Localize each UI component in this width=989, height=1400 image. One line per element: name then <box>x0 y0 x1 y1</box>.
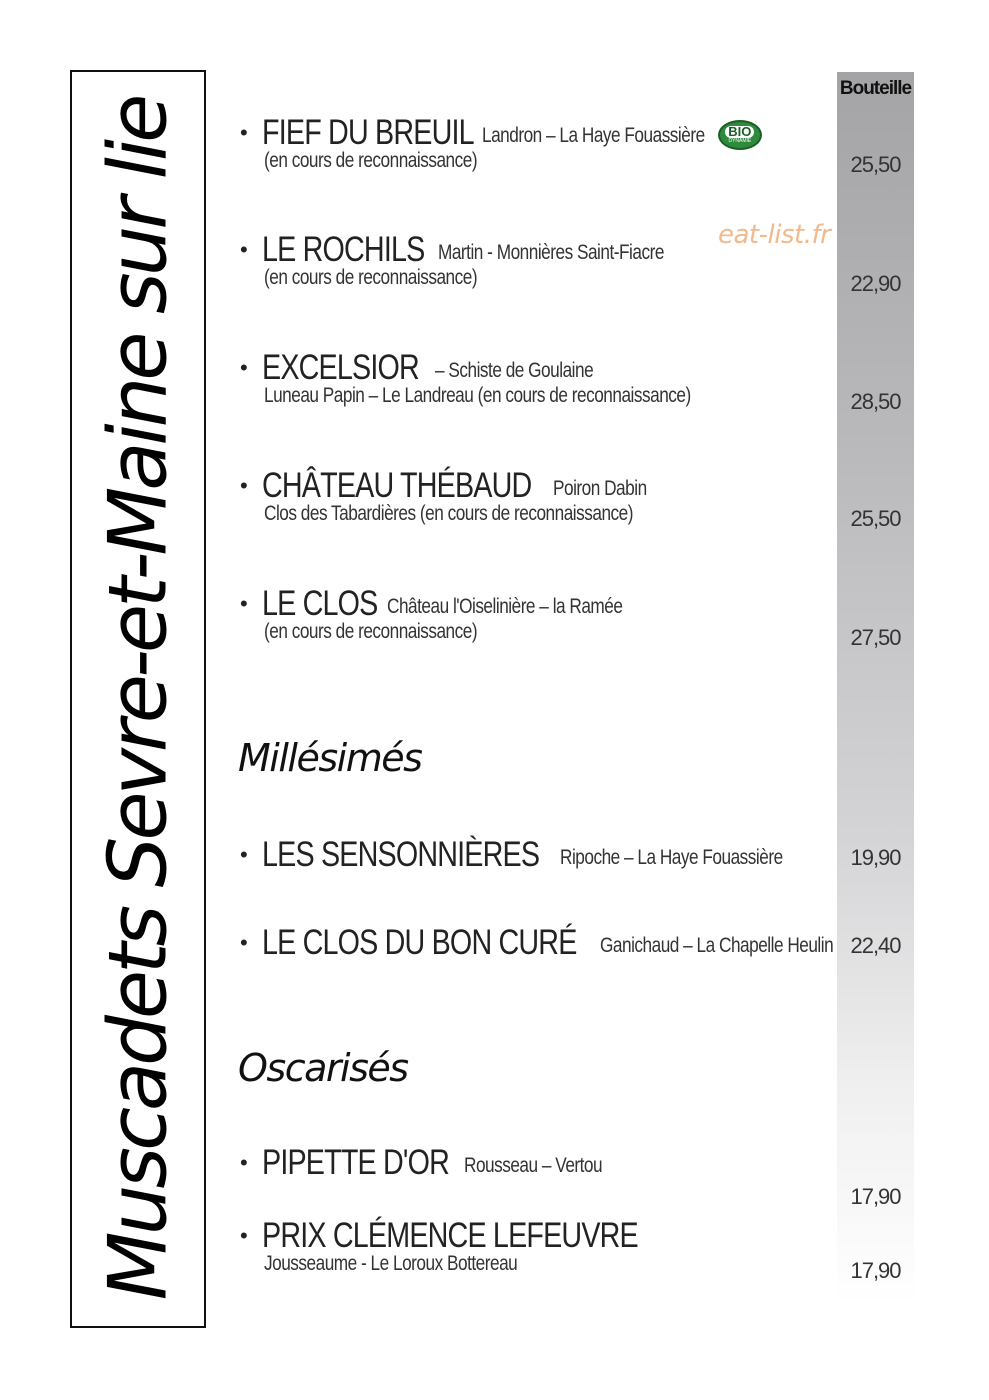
wine-producer: Château l'Oiselinière – la Ramée <box>386 595 623 618</box>
price-column-header: Bouteille <box>839 78 912 99</box>
bullet: • <box>240 473 248 498</box>
title-box <box>70 70 206 1328</box>
wine-item-les-sensonnieres <box>240 835 832 875</box>
menu-title: Muscadets Sevre-et-Maine sur lie <box>91 97 185 1301</box>
wine-name: PIPETTE D'OR <box>262 1143 449 1182</box>
wine-item-fief-du-breuil <box>240 113 762 173</box>
wine-note: Clos des Tabardières (en cours de reconnaissance) <box>264 502 633 525</box>
bullet: • <box>240 120 248 145</box>
bullet: • <box>240 1150 248 1175</box>
wine-producer: Poiron Dabin <box>552 477 647 500</box>
wine-name: LE CLOS DU BON CURÉ <box>262 923 577 962</box>
wine-price: 22,90 <box>850 271 901 296</box>
section-heading-millesimes: Millésimés <box>238 736 422 780</box>
wine-price: 27,50 <box>850 625 901 650</box>
wine-note: (en cours de reconnaissance) <box>264 149 478 172</box>
wine-note: Jousseaume - Le Loroux Bottereau <box>264 1252 518 1275</box>
wine-name: LE CLOS <box>262 584 378 623</box>
bio-badge-icon: BIO DYNAMIE <box>718 120 762 150</box>
wine-item-le-rochils <box>240 230 714 290</box>
wine-note: Luneau Papin – Le Landreau (en cours de reconnaissance) <box>264 384 691 407</box>
bullet: • <box>240 930 248 955</box>
bullet: • <box>240 842 248 867</box>
wine-price: 17,90 <box>850 1258 901 1283</box>
watermark: eat-list.fr <box>718 220 831 250</box>
wine-producer: – Schiste de Goulaine <box>435 359 594 382</box>
wine-name: CHÂTEAU THÉBAUD <box>262 466 532 505</box>
bullet: • <box>240 355 248 380</box>
wine-item-prix-clemence-lefeuvre <box>240 1216 720 1276</box>
wine-price: 22,40 <box>850 933 901 958</box>
price-column-band <box>837 72 914 1305</box>
wine-item-chateau-thebaud <box>240 466 714 526</box>
section-heading-oscarises: Oscarisés <box>238 1046 408 1090</box>
bullet: • <box>240 591 248 616</box>
wine-price: 25,50 <box>850 506 901 531</box>
wine-producer: Ganichaud – La Chapelle Heulin <box>599 934 833 957</box>
wine-item-le-clos <box>240 584 674 644</box>
wine-name: LE ROCHILS <box>262 230 425 269</box>
wine-price: 17,90 <box>850 1184 901 1209</box>
wine-item-pipette-d-or <box>240 1143 632 1183</box>
wine-name: PRIX CLÉMENCE LEFEUVRE <box>262 1216 638 1255</box>
wine-price: 28,50 <box>850 389 901 414</box>
wine-producer: Ripoche – La Haye Fouassière <box>560 846 783 869</box>
wine-name: LES SENSONNIÈRES <box>262 835 540 874</box>
wine-note: (en cours de reconnaissance) <box>264 620 478 643</box>
wine-name: EXCELSIOR <box>262 348 419 387</box>
bullet: • <box>240 1223 248 1248</box>
wine-note: (en cours de reconnaissance) <box>264 266 478 289</box>
wine-producer: Martin - Monnières Saint-Fiacre <box>438 241 665 264</box>
wine-price: 19,90 <box>850 845 901 870</box>
wine-producer: Landron – La Haye Fouassière <box>482 124 705 147</box>
wine-producer: Rousseau – Vertou <box>464 1154 603 1177</box>
wine-item-excelsior <box>240 348 784 408</box>
wine-price: 25,50 <box>850 152 901 177</box>
bullet: • <box>240 237 248 262</box>
wine-name: FIEF DU BREUIL <box>262 113 474 152</box>
wine-item-le-clos-du-bon-cure <box>240 923 884 963</box>
